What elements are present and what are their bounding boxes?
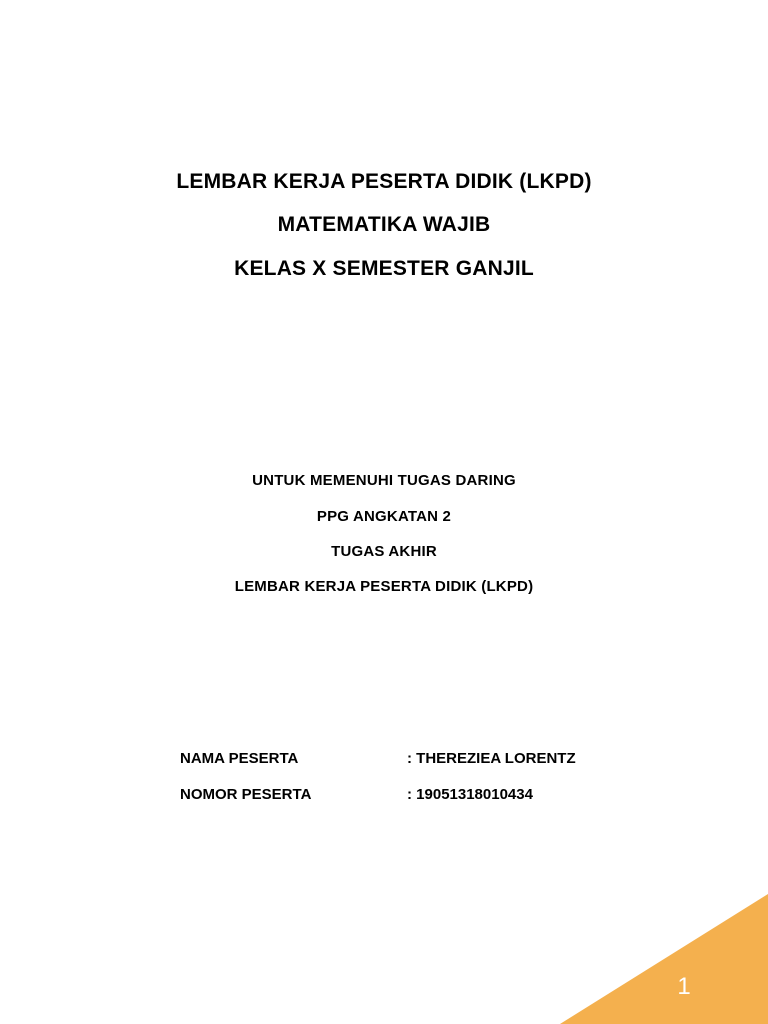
participant-name-row (0, 750, 768, 772)
participant-number-row (0, 786, 768, 808)
participant-name-value: : THEREZIEA LORENTZ (407, 750, 576, 767)
document-title: LEMBAR KERJA PESERTA DIDIK (LKPD) (176, 170, 592, 193)
page-corner-decoration (560, 894, 768, 1024)
participant-name-label: NAMA PESERTA (180, 750, 299, 767)
participant-number-value: : 19051318010434 (407, 786, 533, 803)
purpose-line-1: UNTUK MEMENUHI TUGAS DARING (252, 472, 516, 489)
purpose-line-4: LEMBAR KERJA PESERTA DIDIK (LKPD) (234, 578, 534, 595)
purpose-line-3: TUGAS AKHIR (331, 543, 437, 560)
corner-triangle-graphic (560, 894, 768, 1024)
subject-title: MATEMATIKA WAJIB (277, 213, 491, 236)
purpose-line-2: PPG ANGKATAN 2 (316, 508, 452, 525)
participant-number-label: NOMOR PESERTA (180, 786, 312, 803)
page-number: 1 (677, 973, 691, 1000)
class-semester-title: KELAS X SEMESTER GANJIL (234, 257, 534, 280)
corner-triangle (560, 894, 768, 1024)
